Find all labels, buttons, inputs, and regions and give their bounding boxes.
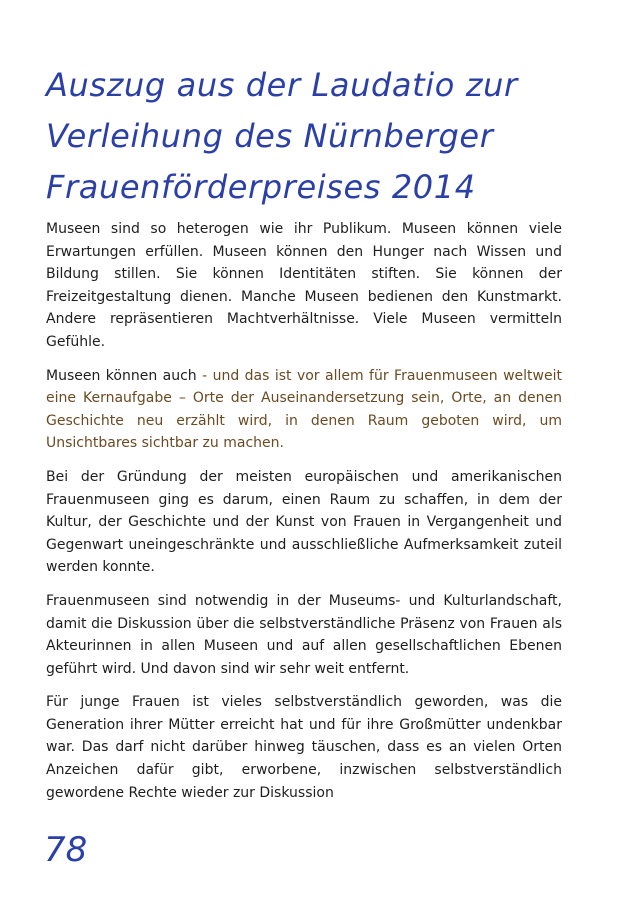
title-line-1: Auszug aus der Laudatio zur: [46, 66, 518, 104]
title-line-3: Frauenförderpreises 2014: [46, 168, 476, 206]
paragraph-3: Bei der Gründung der meisten europäischen und amerikanischen Frauenmuseen ging es darum, einen Raum zu schaffen, in dem der Kultur, der Geschichte und der Kunst von Frauen in Vergangenheit und Gegenwart uneingeschränkte und ausschließliche Aufmerksamkeit zuteil werden konnte.: [46, 468, 562, 576]
paragraph-1: Museen sind so heterogen wie ihr Publikum. Museen können viele Erwartungen erfüllen. Museen können den Hunger nach Wissen und Bildung stillen. Sie können Identitäten stiften. Sie können der Freizeitgestaltung dienen. Manche Museen bedienen den Kunstmarkt. Andere repräsentieren Machtverhältnisse. Viele Museen vermitteln Gefühle.: [46, 221, 562, 350]
paragraph-2: [46, 365, 562, 455]
paragraph-4: Frauenmuseen sind notwendig in der Museums- und Kulturlandschaft, damit die Diskussion über die selbstverständliche Präsenz von Frauen als Akteurinnen in allen Museen und auf allen gesellschaftlichen Ebenen geführt wird. Und davon sind wir sehr weit entfernt.: [46, 592, 562, 677]
paragraph-2-lead: Museen können auch: [46, 367, 197, 384]
paragraph-5: Für junge Frauen ist vieles selbstverständlich geworden, was die Generation ihrer Mütter erreicht hat und für ihre Großmütter undenkbar war. Das darf nicht darüber hinweg täuschen, dass es an vielen Orten Anzeichen dafür gibt, erworbene, inzwischen selbstverständlich gewordene Rechte wieder zur Diskussion: [46, 694, 562, 801]
paragraph-2-highlight: - und das ist vor allem für Frauenmuseen weltweit eine Kernaufgabe – Orte der Auseinandersetzung sein, Orte, an denen Geschichte neu erzählt wird, in denen Raum geboten wird, um Unsichtbares sichtbar zu machen.: [46, 367, 562, 452]
title-line-2: Verleihung des Nürnberger: [46, 117, 494, 155]
body-text: [46, 218, 562, 815]
page-number: 78: [44, 830, 88, 870]
page-title: [46, 60, 586, 213]
